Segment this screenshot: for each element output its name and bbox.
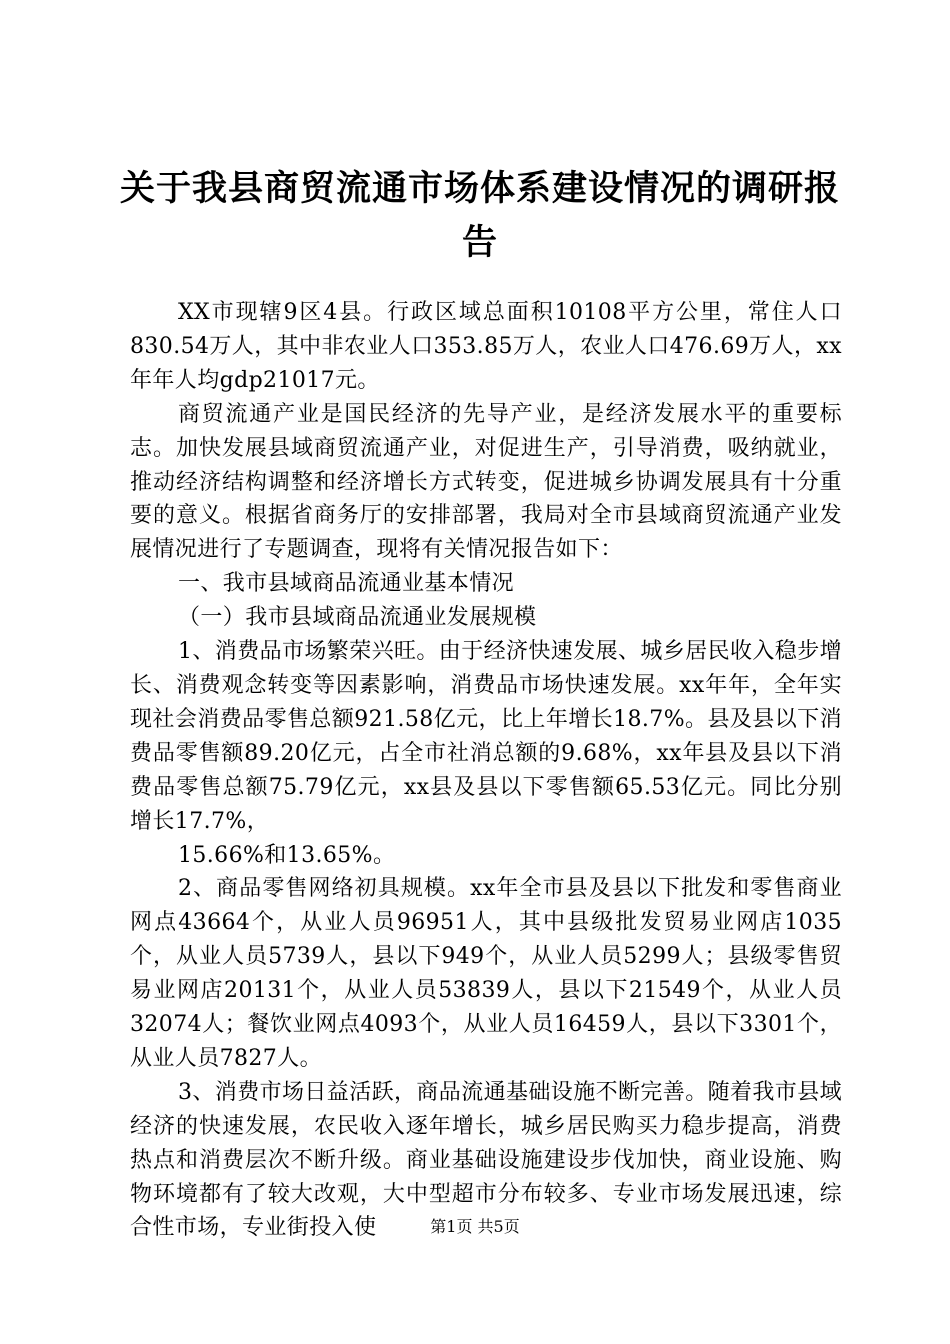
paragraph-introduction: 商贸流通产业是国民经济的先导产业，是经济发展水平的重要标志。加快发展县域商贸流通产业，对促进生产，引导消费，吸纳就业，推动经济结构调整和经济增长方式转变，促进城乡协调发展具有十分重要的意义。根据省商务厅的安排部署，我局对全市县域商贸流通产业发展情况进行了专题调查，现将有关情况报告如下：: [130, 401, 842, 563]
subsection-heading-1: （一）我市县域商品流通业发展规模: [178, 605, 537, 631]
paragraph-item-1: 1、消费品市场繁荣兴旺。由于经济快速发展、城乡居民收入稳步增长、消费观念转变等因素影响，消费品市场快速发展。xx年年，全年实现社会消费品零售总额921.58亿元，比上年增长18.7%。县及县以下消费品零售额89.20亿元，占全市社消总额的9.68%，xx年县及县以下消费品零售总额75.79亿元，xx县及县以下零售额65.53亿元。同比分别增长17.7%，: [130, 639, 842, 834]
paragraph-item-3: 3、消费市场日益活跃，商品流通基础设施不断完善。随着我市县域经济的快速发展，农民收入逐年增长，城乡居民购买力稳步提高，消费热点和消费层次不断升级。商业基础设施建设步伐加快，商业设施、购物环境都有了较大改观，大中型超市分布较多、专业市场发展迅速，综合性市场，专业街投入使: [130, 1079, 842, 1241]
page-footer: 第1页 共5页: [430, 1217, 520, 1236]
paragraph-overview: XX市现辖9区4县。行政区域总面积10108平方公里，常住人口830.54万人，其中非农业人口353.85万人，农业人口476.69万人，xx年年人均gdp21017元。: [130, 300, 842, 393]
paragraph-item-1-continued: 15.66%和13.65%。: [178, 842, 396, 868]
document-title: 关于我县商贸流通市场体系建设情况的调研报告: [119, 168, 840, 263]
section-heading-1: 一、我市县域商品流通业基本情况: [178, 571, 515, 597]
paragraph-item-2: 2、商品零售网络初具规模。xx年全市县及县以下批发和零售商业网点43664个，从业人员96951人，其中县级批发贸易业网店1035个，从业人员5739人，县以下949个，从业人员5299人；县级零售贸易业网店20131个，从业人员53839人，县以下21549个，从业人员32074人；餐饮业网点4093个，从业人员16459人，县以下3301个，从业人员7827人。: [130, 876, 842, 1071]
document-body: [130, 296, 842, 1245]
